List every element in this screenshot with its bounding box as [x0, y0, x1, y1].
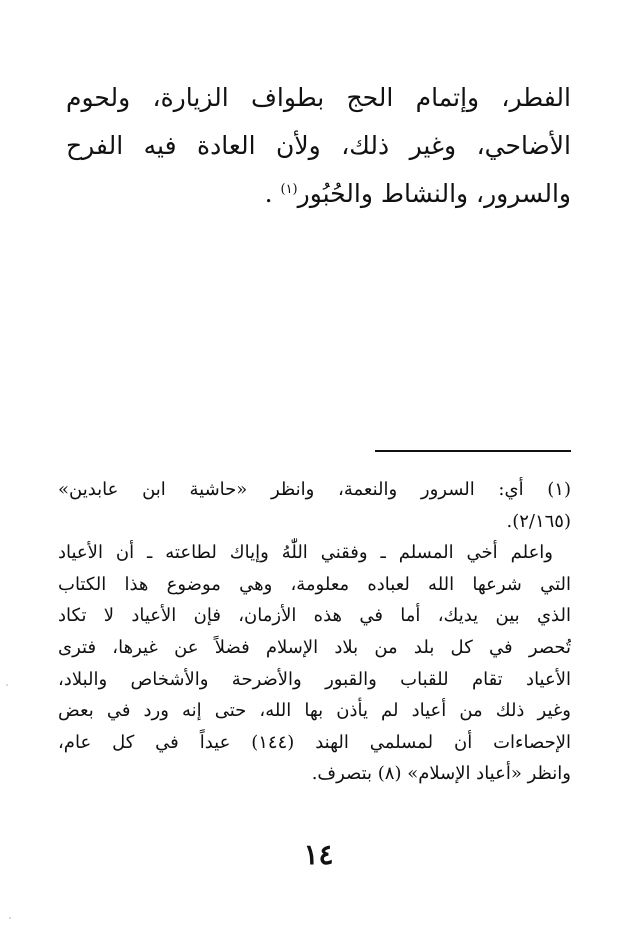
footnote-line: (١) أي: السرور والنعمة، وانظر «حاشية ابن عابدين»	[58, 479, 571, 500]
main-text-line: والسرور، والنشاط والحُبُور	[297, 179, 571, 208]
footnote-1	[58, 474, 571, 537]
sentence-end-punctuation: .	[264, 179, 273, 208]
scan-speck	[6, 684, 8, 686]
scan-speck	[9, 917, 11, 919]
footnote-separator-rule	[375, 450, 571, 452]
main-text-block	[66, 74, 571, 218]
page-number: ١٤	[303, 838, 334, 871]
footnote-line: الأعياد تقام للقباب والقبور والأضرحة والأشخاص والبلاد،	[58, 668, 571, 690]
footnote-marker: (١)	[280, 182, 298, 197]
footnote-line: الذي بين يديك، أما في هذه الأزمان، فإن الأعياد لا تكاد	[58, 605, 571, 627]
main-text-line: الأضاحي، وغير ذلك، ولأن العادة فيه الفرح	[66, 131, 571, 160]
main-text-line-last	[66, 170, 571, 218]
footnote-line: الإحصاءات أن لمسلمي الهند (١٤٤) عيداً في كل عام،	[58, 731, 571, 753]
footnote-line: (٢/١٦٥).	[506, 510, 571, 532]
footnote-line: وانظر «أعياد الإسلام» (٨) بتصرف.	[311, 763, 571, 785]
footnote-line: وغير ذلك من أعياد لم يأذن بها الله، حتى إنه ورد في بعض	[58, 700, 571, 722]
footnote-line: واعلم أخي المسلم ـ وفقني اللّٰهُ وإياك لطاعته ـ أن الأعياد	[58, 542, 553, 564]
footnote-line: تُحصر في كل بلد من بلاد الإسلام فضلاً عن غيرها، فترى	[58, 636, 571, 658]
footnote-1-continuation	[58, 537, 571, 790]
footnotes-block	[58, 474, 571, 790]
main-text-line: الفطر، وإتمام الحج بطواف الزيارة، ولحوم	[66, 83, 571, 112]
footnote-line: التي شرعها الله لعباده معلومة، وهي موضوع هذا الكتاب	[58, 573, 571, 595]
